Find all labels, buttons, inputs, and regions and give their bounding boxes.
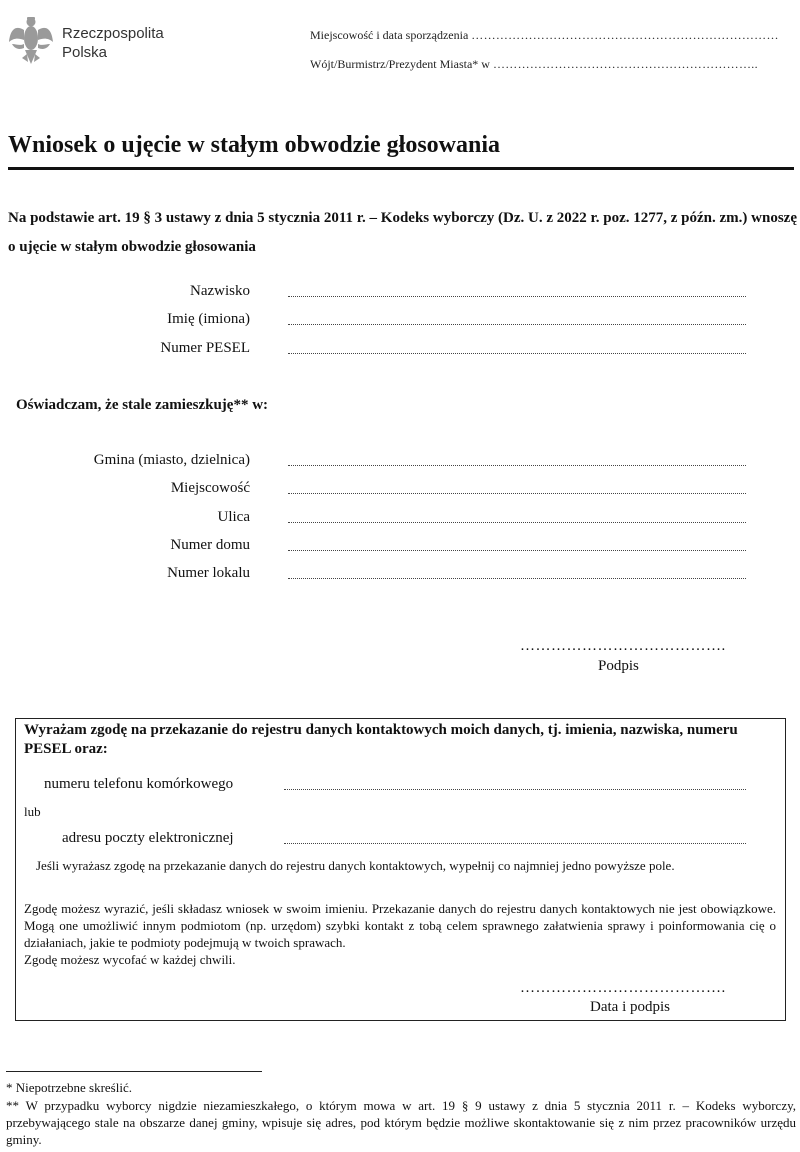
logo-name-line1: Rzeczpospolita	[62, 25, 164, 42]
street-label: Ulica	[217, 509, 250, 525]
surname-field[interactable]	[288, 296, 746, 297]
email-label: adresu poczty elektronicznej	[62, 830, 234, 846]
phone-field[interactable]	[284, 789, 746, 790]
footnote-1: * Niepotrzebne skreślić.	[6, 1080, 132, 1095]
footnote-divider	[6, 1071, 262, 1072]
footnote-2: ** W przypadku wyborcy nigdzie niezamieszkałego, o którym mowa w art. 19 § 9 ustawy z dnia 5 stycznia 2011 r. – Kodeks wyborczy, przebywającego stale na obszarze danej gminy, wpisuje się adres, pod którym będzie możliwe skontaktowanie się z nim przez pracowników urzędu gminy.	[6, 1098, 796, 1147]
consent-info-text: Zgodę możesz wyrazić, jeśli składasz wniosek w swoim imieniu. Przekazanie danych do rejestru danych kontaktowych nie jest obowiązkowe. Mogą one umożliwić innym podmiotom (np. urzędom) szybki kontakt z tobą celem sprawnego załatwienia sprawy i poinformowania cię o działaniach, jakie te podmioty podejmują w twoich sprawach.	[24, 901, 776, 950]
page-title: Wniosek o ujęcie w stałym obwodzie głosowania	[8, 132, 500, 158]
place-date-row	[310, 28, 779, 43]
place-date-label: Miejscowość i data sporządzenia	[310, 28, 469, 42]
consent-hint: Jeśli wyrażasz zgodę na przekazanie danych do rejestru danych kontaktowych, wypełnij co najmniej jedno powyższe pole.	[36, 858, 675, 873]
consent-heading: Wyrażam zgodę na przekazanie do rejestru danych kontaktowych moich danych, tj. imienia, nazwiska, numeru PESEL oraz:	[24, 722, 738, 757]
logo-wordmark	[62, 24, 164, 62]
pesel-label: Numer PESEL	[160, 340, 250, 356]
or-label: lub	[24, 804, 41, 819]
house-number-label: Numer domu	[170, 537, 250, 553]
residence-declaration: Oświadczam, że stale zamieszkuję** w:	[16, 397, 269, 413]
flat-number-label: Numer lokalu	[167, 565, 250, 581]
consent-withdraw-text: Zgodę możesz wycofać w każdej chwili.	[24, 952, 236, 967]
names-field[interactable]	[288, 324, 746, 325]
flat-number-field[interactable]	[288, 578, 746, 579]
signature-label: Podpis	[598, 658, 639, 674]
office-label: Wójt/Burmistrz/Prezydent Miasta* w	[310, 57, 490, 71]
email-field[interactable]	[284, 843, 746, 844]
legal-basis: Na podstawie art. 19 § 3 ustawy z dnia 5 stycznia 2011 r. – Kodeks wyborczy (Dz. U. z 2022 r. poz. 1277, z późn. zm.) wnoszę o ujęcie w stałym obwodzie głosowania	[8, 210, 797, 255]
street-field[interactable]	[288, 522, 746, 523]
house-number-field[interactable]	[288, 550, 746, 551]
phone-label: numeru telefonu komórkowego	[44, 776, 234, 792]
gmina-label: Gmina (miasto, dzielnica)	[93, 452, 250, 468]
locality-field[interactable]	[288, 493, 746, 494]
eagle-emblem-icon	[8, 14, 54, 70]
consent-info	[24, 900, 776, 968]
office-row	[310, 57, 758, 72]
logo-name-line2: Polska	[62, 44, 108, 61]
office-field[interactable]: ………………………………………………………..	[492, 57, 758, 71]
locality-label: Miejscowość	[170, 480, 250, 496]
names-label: Imię (imiona)	[167, 311, 250, 327]
pesel-field[interactable]	[288, 353, 746, 354]
signature-field[interactable]: ………………………………….	[520, 638, 726, 654]
title-divider	[8, 167, 794, 170]
surname-label: Nazwisko	[190, 283, 250, 299]
date-signature-label: Data i podpis	[590, 999, 670, 1015]
place-date-field[interactable]: …………………………………………………………………	[471, 28, 779, 42]
date-signature-field[interactable]: ………………………………….	[520, 980, 726, 996]
gmina-field[interactable]	[288, 465, 746, 466]
